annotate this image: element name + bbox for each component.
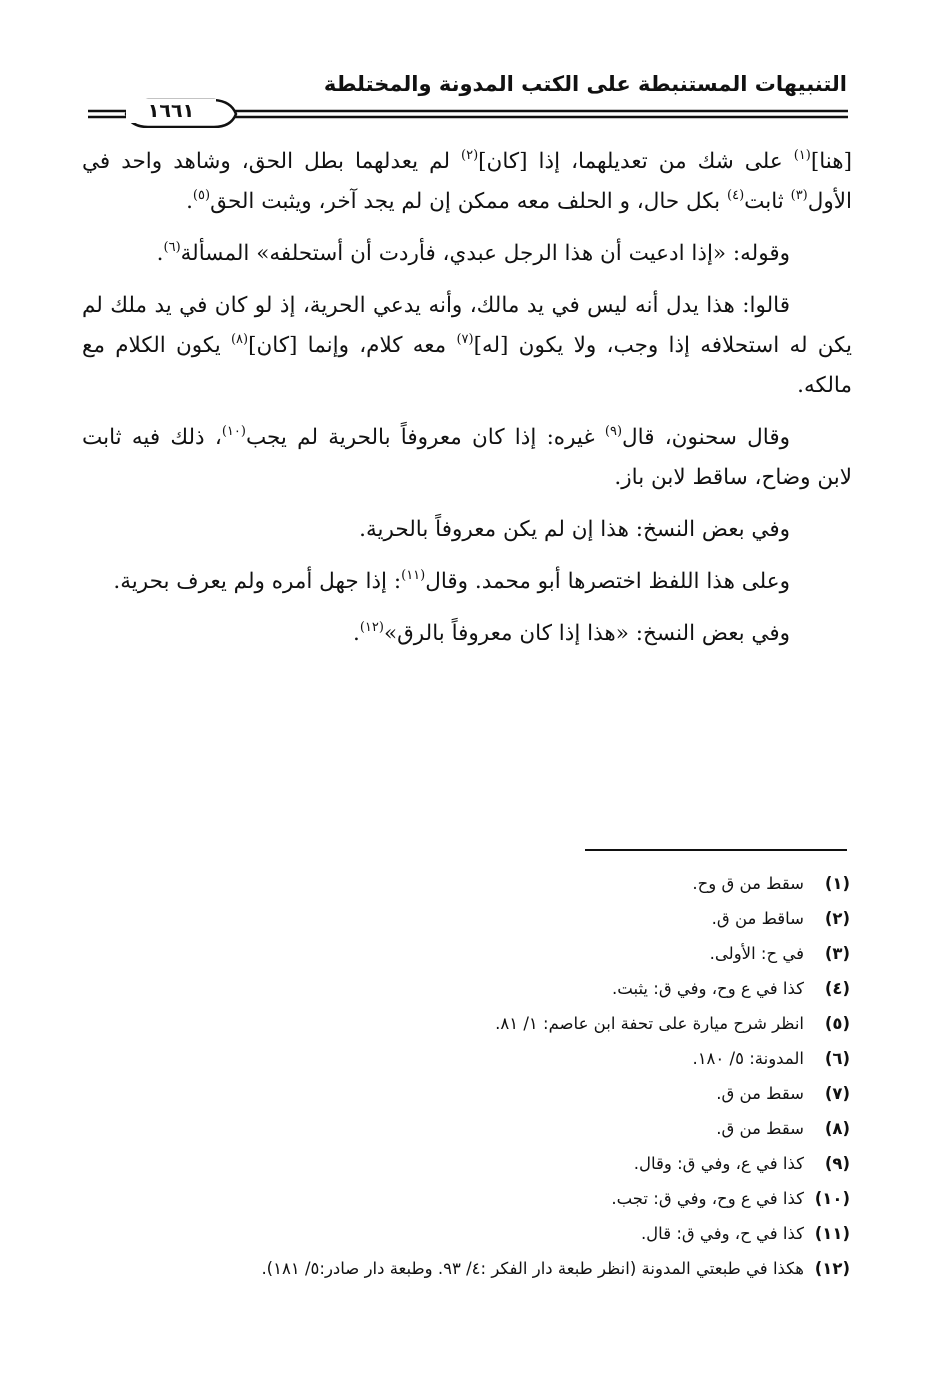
- footnote: [82, 1181, 850, 1216]
- text-run: وفي بعض النسخ: «هذا إذا كان معروفاً بالرق»: [383, 621, 790, 646]
- footnote-number: (٣): [824, 944, 850, 963]
- footnote-number: (٩): [824, 1154, 850, 1173]
- body-text: [82, 142, 852, 666]
- footnote-number: (١١): [814, 1224, 850, 1243]
- text-run: .: [156, 241, 164, 266]
- text-run: معه كلام، وإنما [كان]: [248, 333, 457, 358]
- running-header-title: التنبيهات المستنبطة على الكتب المدونة والمختلطة: [323, 72, 847, 96]
- footnote-marker: (١٠): [221, 424, 246, 439]
- text-run: .: [186, 189, 193, 214]
- footnote-marker: (٤): [727, 188, 745, 203]
- text-run: : إذا جهل أمره ولم يعرف بحرية.: [113, 569, 402, 594]
- footnote-text: سقط من ق وح.: [692, 874, 804, 893]
- body-paragraph: [82, 510, 852, 550]
- text-run: يكون الكلام مع مالكه.: [82, 333, 852, 398]
- footnote-number: (٥): [824, 1014, 850, 1033]
- footnote-marker: (١٢): [359, 620, 384, 635]
- text-run: لم يعدلهما بطل الحق، وشاهد واحد في الأول: [82, 149, 852, 214]
- text-run: وفي بعض النسخ: هذا إن لم يكن معروفاً بالحرية.: [359, 517, 790, 542]
- footnote-marker: (٦): [163, 240, 181, 255]
- footnote-number: (١): [824, 874, 850, 893]
- body-paragraph: [82, 142, 852, 222]
- footnote-number: (١٠): [814, 1189, 850, 1208]
- footnote-number: (٦): [824, 1049, 850, 1068]
- text-run: على شك من تعديلهما، إذا [كان]: [478, 149, 794, 174]
- footnote-text: انظر شرح ميارة على تحفة ابن عاصم: ١/ ٨١.: [495, 1014, 804, 1033]
- body-paragraph: [82, 614, 852, 654]
- footnote-text: كذا في ع وح، وفي ق: يثبت.: [612, 979, 804, 998]
- footnote-marker: (٩): [604, 424, 623, 439]
- footnote-text: كذا في ع وح، وفي ق: تجب.: [611, 1189, 804, 1208]
- footnote-number: (٧): [824, 1084, 850, 1103]
- footnote-number: (١٢): [814, 1259, 850, 1278]
- footnote-marker: (١): [793, 148, 811, 163]
- footnote-number: (٢): [824, 909, 850, 928]
- text-run: ثابت: [744, 189, 791, 214]
- footnote-number: (٤): [824, 979, 850, 998]
- footnote-text: ساقط من ق.: [711, 909, 804, 928]
- footnote-text: سقط من ق.: [716, 1084, 804, 1103]
- footnote-marker: (٨): [230, 332, 249, 347]
- text-run: بكل حال، و الحلف معه ممكن إن لم يجد آخر، ويثبت الحق: [210, 189, 727, 214]
- text-run: .: [353, 621, 360, 646]
- footnote: [82, 901, 850, 936]
- footnote: [82, 1216, 850, 1251]
- text-run: غيره: إذا كان معروفاً بالحرية لم يجب: [245, 425, 605, 450]
- text-run: قالوا: هذا يدل أنه ليس في يد مالك، وأنه يدعي الحرية، إذ لو كان في يد ملك لم يكن له استحلافه إذا وجب، ولا يكون [له]: [82, 293, 852, 358]
- footnote-number: (٨): [824, 1119, 850, 1138]
- footnote-marker: (١١): [401, 568, 426, 583]
- footnote: [82, 971, 850, 1006]
- footnote-text: كذا في ح، وفي ق: قال.: [640, 1224, 804, 1243]
- footnote-marker: (٣): [790, 188, 808, 203]
- footnote: [82, 1111, 850, 1146]
- footnote: [82, 866, 850, 901]
- body-paragraph: [82, 286, 852, 406]
- footnote: [82, 1076, 850, 1111]
- footnote-marker: (٧): [456, 332, 474, 347]
- footnote-text: سقط من ق.: [716, 1119, 804, 1138]
- footnote-text: هكذا في طبعتي المدونة (انظر طبعة دار الفكر :٤/ ٩٣. وطبعة دار صادر:٥/ ١٨١).: [261, 1259, 804, 1278]
- footnotes-list: [82, 866, 850, 1286]
- text-run: وقال سحنون، قال: [622, 425, 791, 450]
- footnote-text: المدونة: ٥/ ١٨٠.: [692, 1049, 804, 1068]
- page-number: ١٦٦١: [126, 99, 216, 123]
- footnote-text: في ح: الأولى.: [709, 944, 804, 963]
- footnote-text: كذا في ع، وفي ق: وقال.: [633, 1154, 804, 1173]
- text-run: وعلى هذا اللفظ اختصرها أبو محمد. وقال: [425, 569, 790, 594]
- footnote: [82, 1146, 850, 1181]
- text-run: [هنا]: [810, 149, 852, 174]
- footnote-separator: [585, 849, 847, 851]
- footnote: [82, 1041, 850, 1076]
- footnote: [82, 936, 850, 971]
- body-paragraph: [82, 418, 852, 498]
- body-paragraph: [82, 562, 852, 602]
- footnote: [82, 1006, 850, 1041]
- text-run: وقوله: «إذا ادعيت أن هذا الرجل عبدي، فأردت أن أستحلفه» المسألة: [180, 241, 790, 266]
- text-run: ، ذلك فيه ثابت لابن وضاح، ساقط لابن باز.: [82, 425, 852, 490]
- footnote: [82, 1251, 850, 1286]
- body-paragraph: [82, 234, 852, 274]
- footnote-marker: (٥): [192, 188, 211, 203]
- footnote-marker: (٢): [461, 148, 479, 163]
